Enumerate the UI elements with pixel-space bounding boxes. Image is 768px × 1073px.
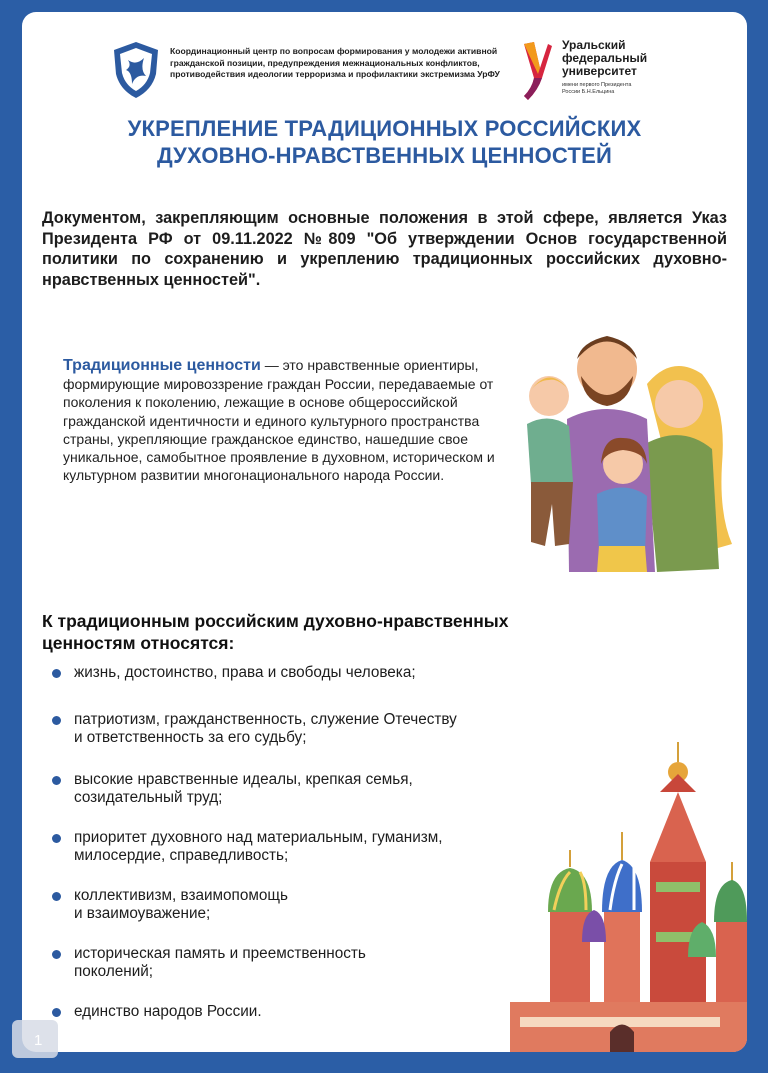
list-item xyxy=(46,664,566,701)
urfu-line: университет xyxy=(562,64,637,78)
shield-logo-icon xyxy=(110,40,162,100)
page-number-badge[interactable]: 1 xyxy=(12,1020,58,1058)
bullet-icon xyxy=(52,669,61,678)
list-item xyxy=(46,829,566,883)
definition-term: Традиционные ценности xyxy=(63,357,261,374)
list-item-text: единство народов России. xyxy=(74,1003,262,1020)
list-item-text: жизнь, достоинство, права и свободы человека; xyxy=(74,664,416,681)
urfu-name xyxy=(562,39,672,78)
header xyxy=(22,12,747,122)
list-title-line: ценностям относятся: xyxy=(42,633,235,653)
list-item-text: коллективизм, взаимопомощь xyxy=(74,887,288,904)
list-item-text: высокие нравственные идеалы, крепкая семья, xyxy=(74,771,413,788)
bullet-icon xyxy=(52,1008,61,1017)
list-item xyxy=(46,771,566,825)
cathedral-illustration-icon xyxy=(510,732,747,1052)
list-item-text: приоритет духовного над материальным, гуманизм, xyxy=(74,829,443,846)
bullet-icon xyxy=(52,776,61,785)
coord-line: гражданской позиции, предупреждения межнациональных конфликтов, xyxy=(170,57,480,68)
list-title-line: К традиционным российским духовно-нравственных xyxy=(42,611,509,631)
urfu-line: Уральский xyxy=(562,38,626,52)
document-sheet xyxy=(22,12,747,1052)
list-item-text: поколений; xyxy=(74,963,154,980)
list-item-text: созидательный труд; xyxy=(74,789,223,806)
definition-paragraph xyxy=(63,356,503,484)
list-item xyxy=(46,711,566,765)
urfu-sub-line: России Б.Н.Ельцина xyxy=(562,89,615,95)
list-item-text: историческая память и преемственность xyxy=(74,945,366,962)
urfu-subtitle xyxy=(562,82,672,96)
definition-text: — это нравственные ориентиры, формирующие мировоззрение граждан России, передаваемые от поколения к поколению, лежащие в основе общероссийской гражданской идентичности и единого культурного пространства страны, укрепляющие гражданское единство, нашедшие свое уникальное, самобытное проявление в духовном, историческом и культурном развитии многонационального народа России. xyxy=(63,357,495,484)
intro-paragraph: Документом, закрепляющим основные положения в этой сфере, является Указ Президента РФ от 09.11.2022 №809 "Об утверждении Основ государственной политики по сохранению и укреплению традиционных российских духовно-нравственных ценностей". xyxy=(42,209,727,289)
bullet-icon xyxy=(52,834,61,843)
values-list xyxy=(46,664,566,1040)
coord-line: противодействия идеологии терроризма и профилактики экстремизма УрФУ xyxy=(170,69,500,79)
list-item-text: патриотизм, гражданственность, служение Отечеству xyxy=(74,711,457,728)
list-item-text: и взаимоуважение; xyxy=(74,905,211,922)
bullet-icon xyxy=(52,716,61,725)
list-item xyxy=(46,1003,566,1040)
coordination-center-name xyxy=(170,46,510,81)
family-illustration-icon xyxy=(497,314,747,576)
page-title xyxy=(42,115,727,169)
list-item-text: и ответственность за его судьбу; xyxy=(74,729,307,746)
coord-line: Координационный центр по вопросам формирования у молодежи активной xyxy=(170,46,498,56)
list-item-text: милосердие, справедливость; xyxy=(74,847,289,864)
values-list-title xyxy=(42,610,682,654)
urfu-line: федеральный xyxy=(562,51,648,65)
urfu-logo-icon xyxy=(520,38,554,106)
bullet-icon xyxy=(52,950,61,959)
title-line: ДУХОВНО-НРАВСТВЕННЫХ ЦЕННОСТЕЙ xyxy=(157,143,612,168)
list-item xyxy=(46,887,566,941)
urfu-sub-line: имени первого Президента xyxy=(562,82,632,88)
list-item xyxy=(46,945,566,999)
bullet-icon xyxy=(52,892,61,901)
title-line: УКРЕПЛЕНИЕ ТРАДИЦИОННЫХ РОССИЙСКИХ xyxy=(127,116,642,141)
